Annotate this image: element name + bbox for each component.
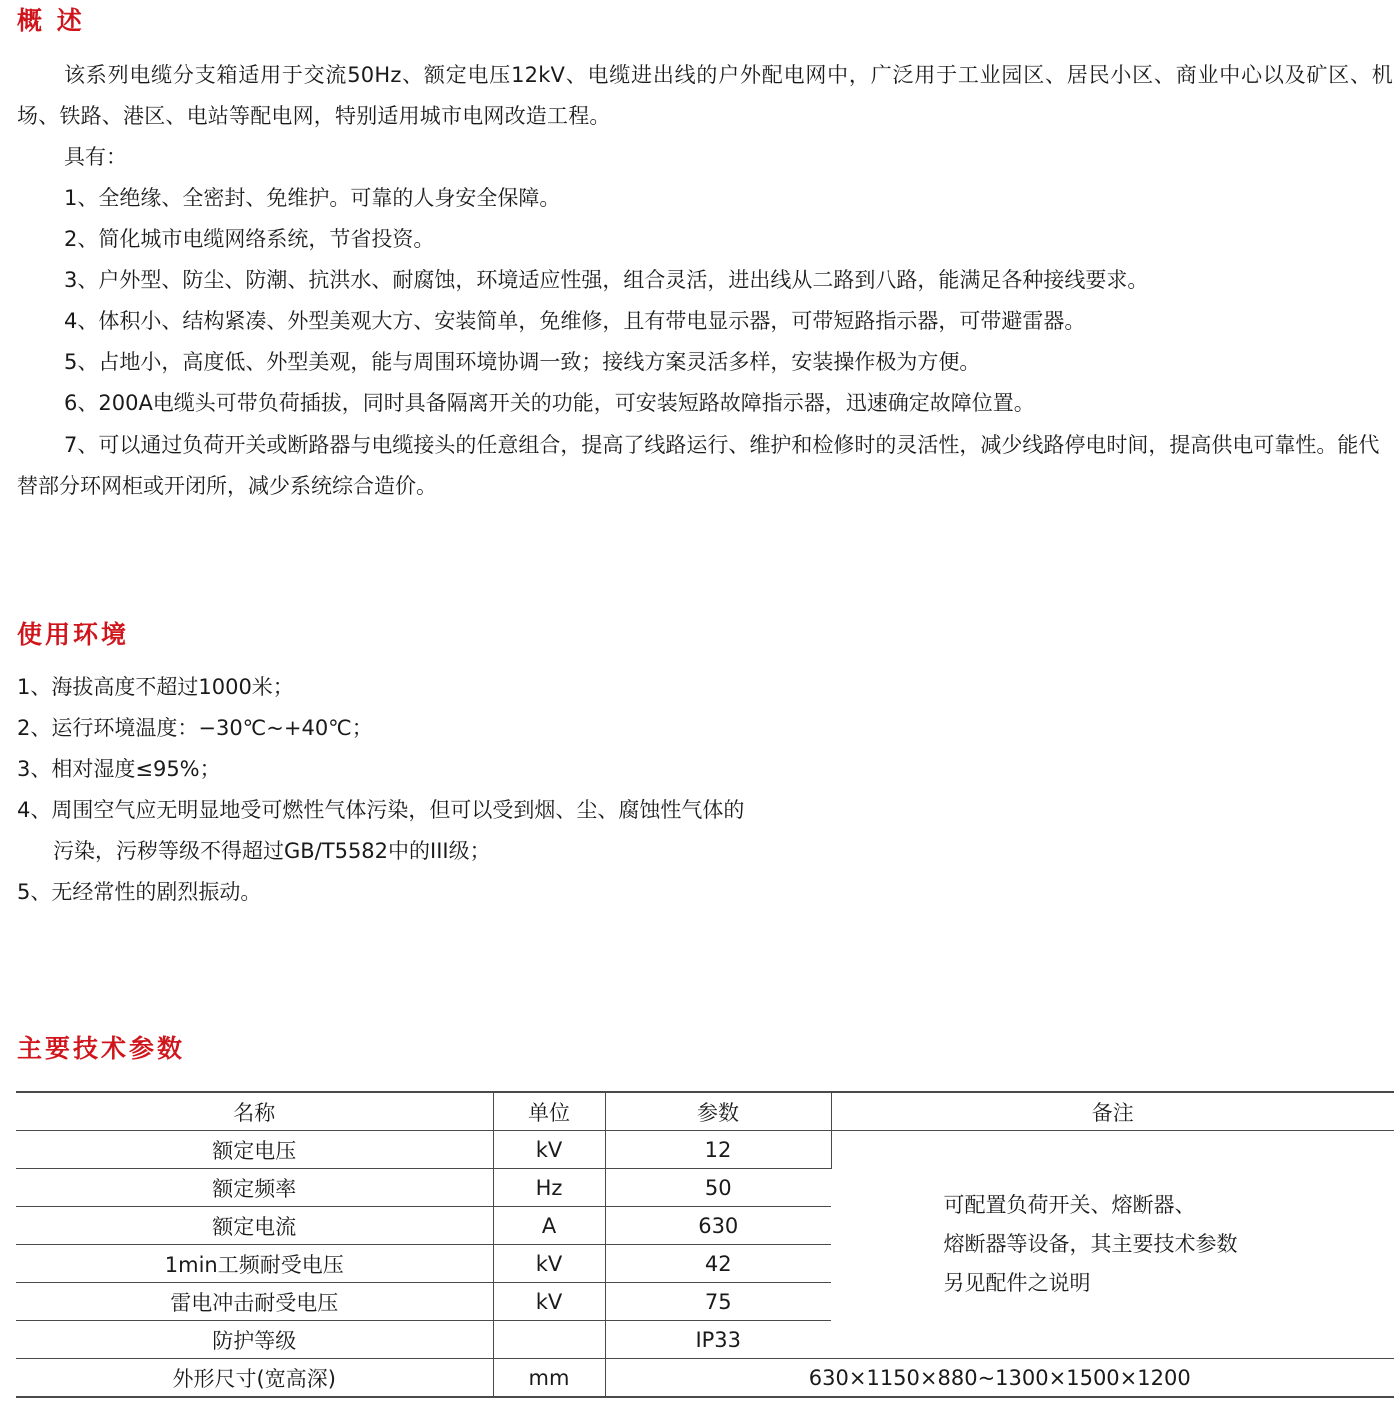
row-unit: mm: [493, 1359, 605, 1398]
note-cell: [831, 1131, 1394, 1359]
overview-title: 概 述: [17, 6, 85, 35]
note-line-1: 可配置负荷开关、熔断器、: [943, 1193, 1196, 1217]
spec-header-row: [16, 1092, 1394, 1131]
feature-item-5: 5、占地小，高度低、外型美观，能与周围环境协调一致；接线方案灵活多样，安装操作极为方便。: [64, 350, 981, 374]
row-value: 42: [605, 1245, 831, 1283]
feature-item-6: 6、200A电缆头可带负荷插拔，同时具备隔离开关的功能，可安装短路故障指示器，迅速确定故障位置。: [64, 391, 1035, 415]
row-value: 50: [605, 1169, 831, 1207]
row-value: IP33: [605, 1321, 831, 1359]
header-value: 参数: [605, 1092, 831, 1131]
row-value: 630×1150×880~1300×1500×1200: [605, 1359, 1394, 1398]
feature-item-4: 4、体积小、结构紧凑、外型美观大方、安装简单，免维修，且有带电显示器，可带短路指示器，可带避雷器。: [64, 309, 1086, 333]
env-item-3: 3、相对湿度≤95%；: [17, 757, 221, 781]
feature-item-7: 7、可以通过负荷开关或断路器与电缆接头的任意组合，提高了线路运行、维护和检修时的灵活性，减少线路停电时间，提高供电可靠性。能代替部分环网柜或开闭所，减少系统综合造价。: [17, 433, 1380, 498]
row-value: 630: [605, 1207, 831, 1245]
header-unit: 单位: [493, 1092, 605, 1131]
note-line-3: 另见配件之说明: [943, 1271, 1091, 1295]
row-name: 额定电流: [16, 1207, 493, 1245]
row-unit: [493, 1321, 605, 1359]
row-value: 75: [605, 1283, 831, 1321]
row-unit: kV: [493, 1131, 605, 1169]
specs-title: 主要技术参数: [17, 1034, 186, 1063]
row-name: 1min工频耐受电压: [16, 1245, 493, 1283]
feature-item-3: 3、户外型、防尘、防潮、抗洪水、耐腐蚀，环境适应性强，组合灵活，进出线从二路到八路，能满足各种接线要求。: [64, 268, 1149, 292]
header-note: 备注: [831, 1092, 1394, 1131]
environment-title: 使用环境: [17, 620, 130, 649]
feature-item-1: 1、全绝缘、全密封、免维护。可靠的人身安全保障。: [64, 186, 561, 210]
features-label: 具有：: [64, 145, 127, 169]
row-name: 雷电冲击耐受电压: [16, 1283, 493, 1321]
row-name: 防护等级: [16, 1321, 493, 1359]
feature-item-2: 2、简化城市电缆网络系统，节省投资。: [64, 227, 435, 251]
env-item-5: 5、无经常性的剧烈振动。: [17, 880, 262, 904]
env-item-4-continued: 污染，污秽等级不得超过GB/T5582中的III级；: [53, 839, 491, 863]
spec-table: [16, 1091, 1394, 1398]
row-unit: A: [493, 1207, 605, 1245]
env-item-4: 4、周围空气应无明显地受可燃性气体污染，但可以受到烟、尘、腐蚀性气体的: [17, 798, 745, 822]
row-unit: kV: [493, 1245, 605, 1283]
row-name: 额定频率: [16, 1169, 493, 1207]
table-row-dimensions: [16, 1359, 1394, 1398]
row-name: 额定电压: [16, 1131, 493, 1169]
note-line-2: 熔断器等设备，其主要技术参数: [943, 1232, 1238, 1256]
row-unit: Hz: [493, 1169, 605, 1207]
row-unit: kV: [493, 1283, 605, 1321]
header-name: 名称: [16, 1092, 493, 1131]
table-row: [16, 1131, 1394, 1169]
env-item-2: 2、运行环境温度：−30℃~+40℃；: [17, 716, 373, 740]
row-name: 外形尺寸(宽高深): [16, 1359, 493, 1398]
row-value: 12: [605, 1131, 831, 1169]
overview-intro: 该系列电缆分支箱适用于交流50Hz、额定电压12kV、电缆进出线的户外配电网中，广泛用于工业园区、居民小区、商业中心以及矿区、机场、铁路、港区、电站等配电网，特别适用城市电网改造工程。: [17, 63, 1393, 128]
env-item-1: 1、海拔高度不超过1000米；: [17, 675, 294, 699]
